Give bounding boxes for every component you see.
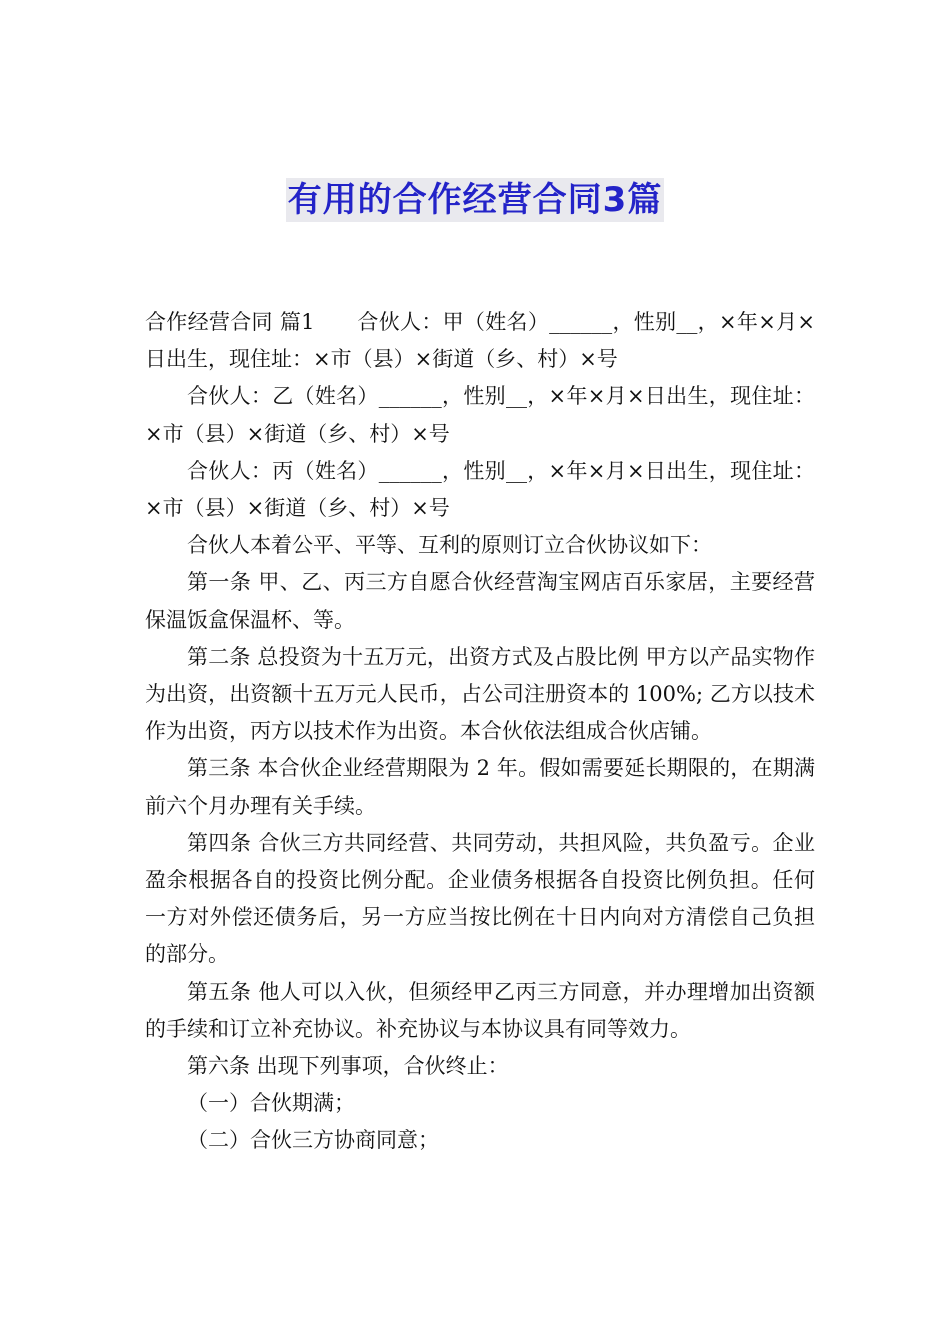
paragraph: 合伙人：乙（姓名）______，性别__，×年×月×日出生，现住址：×市（县）×街道（乡、村）×号: [145, 384, 815, 446]
paragraph: 第五条 他人可以入伙，但须经甲乙丙三方同意，并办理增加出资额的手续和订立补充协议。补充协议与本协议具有同等效力。: [145, 979, 815, 1041]
paragraph: 第二条 总投资为十五万元，出资方式及占股比例 甲方以产品实物作为出资，出资额十五万元人民币，占公司注册资本的 100%; 乙方以技术作为出资，丙方以技术作为出资。本合伙依法组成合伙店铺。: [145, 644, 815, 744]
document-title: 有用的合作经营合同3篇: [287, 180, 663, 220]
paragraph: （一）合伙期满；: [187, 1091, 355, 1116]
paragraph: （二）合伙三方协商同意；: [187, 1128, 439, 1153]
paragraph: 第四条 合伙三方共同经营、共同劳动，共担风险，共负盈亏。企业盈余根据各自的投资比例分配。企业债务根据各自投资比例负担。任何一方对外偿还债务后，另一方应当按比例在十日内向对方清偿自己负担的部分。: [145, 830, 815, 967]
document-body: [145, 304, 815, 1160]
paragraph: 第一条 甲、乙、丙三方自愿合伙经营淘宝网店百乐家居，主要经营保温饭盒保温杯、等。: [145, 570, 815, 632]
paragraph: 合伙人本着公平、平等、互利的原则订立合伙协议如下：: [187, 533, 712, 558]
paragraph: 第三条 本合伙企业经营期限为 2 年。假如需要延长期限的，在期满前六个月办理有关手续。: [145, 756, 815, 818]
paragraph: 第六条 出现下列事项，合伙终止：: [187, 1054, 509, 1079]
paragraph: 合伙人：丙（姓名）______，性别__，×年×月×日出生，现住址：×市（县）×街道（乡、村）×号: [145, 458, 815, 521]
title-block: [0, 178, 950, 222]
paragraph: 合作经营合同 篇1 合伙人：甲（姓名）______，性别__，×年×月×日出生，现住址：×市（县）×街道（乡、村）×号: [145, 310, 815, 372]
